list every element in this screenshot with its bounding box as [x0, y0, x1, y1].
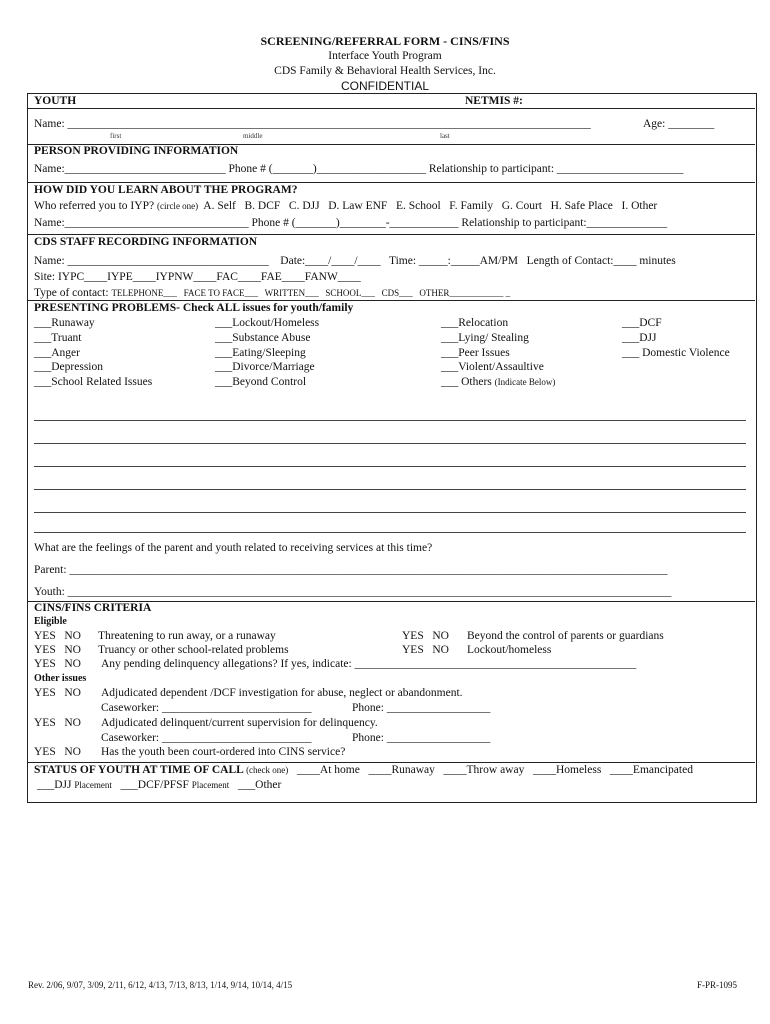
- parent-feelings-field[interactable]: Parent: ________________________________________________________________________________________________________: [34, 564, 668, 576]
- confidential-label: CONFIDENTIAL: [340, 79, 429, 93]
- yes-no-choice[interactable]: YES NO: [34, 687, 81, 699]
- divider: [27, 234, 755, 235]
- problem-item[interactable]: ___Relocation: [441, 317, 509, 329]
- problem-item-others[interactable]: [441, 376, 555, 388]
- notes-line[interactable]: [34, 489, 746, 490]
- youth-feelings-field[interactable]: Youth: _________________________________________________________________________________________________________: [34, 586, 672, 598]
- staff-heading: CDS STAFF RECORDING INFORMATION: [34, 236, 258, 248]
- referral-options: A. Self B. DCF C. DJJ D. Law ENF E. School F. Family G. Court H. Safe Place I. Other: [198, 200, 658, 212]
- caseworker-phone-field[interactable]: Phone: __________________: [352, 732, 491, 744]
- referral-question: Who referred you to IYP?: [34, 200, 157, 212]
- youth-age-field[interactable]: Age: ________: [643, 118, 715, 130]
- contact-type-label: Type of contact:: [34, 287, 112, 299]
- circle-one-note: (circle one): [156, 201, 199, 211]
- first-name-caption: first: [110, 132, 122, 140]
- problem-item[interactable]: ___Violent/Assaultive: [441, 361, 544, 373]
- notes-line[interactable]: [34, 512, 746, 513]
- problem-item[interactable]: ___Eating/Sleeping: [215, 347, 306, 359]
- divider: [27, 300, 755, 301]
- caseworker-phone-field[interactable]: Phone: __________________: [352, 702, 491, 714]
- yes-no-choice[interactable]: YES NO: [34, 746, 81, 758]
- check-one-note: (check one): [243, 765, 289, 775]
- problem-item[interactable]: ___Substance Abuse: [215, 332, 311, 344]
- problem-item[interactable]: ___Peer Issues: [441, 347, 510, 359]
- criteria-item: Beyond the control of parents or guardians: [467, 630, 664, 642]
- referral-source[interactable]: [34, 200, 657, 212]
- yes-no-choice[interactable]: YES NO: [34, 644, 81, 656]
- program-name: Interface Youth Program: [328, 50, 442, 62]
- divider: [27, 108, 755, 109]
- criteria-heading: CINS/FINS CRITERIA: [34, 602, 152, 614]
- problem-item[interactable]: ___School Related Issues: [34, 376, 153, 388]
- organization-name: CDS Family & Behavioral Health Services, Inc.: [274, 65, 496, 77]
- criteria-item: Has the youth been court-ordered into CINS service?: [101, 746, 346, 758]
- yes-no-choice[interactable]: YES NO: [34, 717, 81, 729]
- notes-line[interactable]: [34, 420, 746, 421]
- referrer-info-field[interactable]: Name:________________________________ Phone # (_______)________-____________ Relationship to participant:______________: [34, 217, 668, 229]
- problem-item[interactable]: ___Divorce/Marriage: [215, 361, 315, 373]
- problem-item[interactable]: ___Lying/ Stealing: [441, 332, 529, 344]
- problem-item[interactable]: ___Beyond Control: [215, 376, 307, 388]
- person-heading: PERSON PROVIDING INFORMATION: [34, 145, 239, 157]
- feelings-question: What are the feelings of the parent and youth related to receiving services at this time?: [34, 542, 433, 554]
- criteria-item-delinquency[interactable]: Any pending delinquency allegations? If yes, indicate: _________________________________________________: [101, 658, 637, 670]
- person-info-field[interactable]: Name:____________________________ Phone # (_______)___________________ Relationship to participant: ______________________: [34, 163, 684, 175]
- notes-line[interactable]: [34, 443, 746, 444]
- site-field[interactable]: Site: IYPC____IYPE____IYPNW____FAC____FAE____FANW____: [34, 271, 361, 283]
- youth-name-field[interactable]: Name: ___________________________________________________________________________________________: [34, 118, 591, 130]
- criteria-item: Truancy or other school-related problems: [98, 644, 289, 656]
- divider: [27, 762, 755, 763]
- criteria-item: Lockout/homeless: [467, 644, 552, 656]
- revision-history: Rev. 2/06, 9/07, 3/09, 2/11, 6/12, 4/13, 7/13, 8/13, 1/14, 9/14, 10/14, 4/15: [28, 980, 293, 990]
- status-dcf: ___DCF/PFSF: [111, 779, 192, 791]
- yes-no-choice[interactable]: YES NO: [402, 644, 449, 656]
- staff-name-date-time-field[interactable]: Name: ___________________________________ Date:____/____/____ Time: _____:_____AM/PM Length of Contact:____ minutes: [34, 255, 676, 267]
- contact-type-field[interactable]: [34, 287, 510, 299]
- criteria-item: Threatening to run away, or a runaway: [98, 630, 276, 642]
- status-row-placement[interactable]: [37, 779, 281, 791]
- criteria-item: Adjudicated delinquent/current supervision for delinquency.: [101, 717, 378, 729]
- problem-item[interactable]: ___Lockout/Homeless: [215, 317, 320, 329]
- status-heading: STATUS OF YOUTH AT TIME OF CALL: [34, 764, 244, 776]
- problem-item[interactable]: ___Anger: [34, 347, 80, 359]
- youth-heading: YOUTH: [34, 95, 77, 107]
- placement-note: Placement: [191, 780, 230, 790]
- last-name-caption: last: [440, 132, 450, 140]
- caseworker-field[interactable]: Caseworker: __________________________: [101, 732, 312, 744]
- problems-heading: PRESENTING PROBLEMS- Check ALL issues for youth/family: [34, 302, 354, 314]
- problem-item[interactable]: ___Truant: [34, 332, 82, 344]
- learn-heading: HOW DID YOU LEARN ABOUT THE PROGRAM?: [34, 184, 298, 196]
- contact-type-options: TELEPHONE___ FACE TO FACE___ WRITTEN___ SCHOOL___ CDS___ OTHER____________ _: [111, 288, 511, 298]
- problem-item[interactable]: ___Depression: [34, 361, 103, 373]
- divider: [27, 182, 755, 183]
- status-djj: ___DJJ: [37, 779, 75, 791]
- problem-item[interactable]: ___ Domestic Violence: [622, 347, 730, 359]
- criteria-item: Adjudicated dependent /DCF investigation for abuse, neglect or abandonment.: [101, 687, 463, 699]
- yes-no-choice[interactable]: YES NO: [34, 630, 81, 642]
- eligible-label: Eligible: [34, 616, 67, 627]
- problem-item[interactable]: ___Runaway: [34, 317, 95, 329]
- form-id: F-PR-1095: [697, 980, 738, 990]
- yes-no-choice[interactable]: YES NO: [34, 658, 81, 670]
- problem-others-label: ___ Others: [441, 376, 495, 388]
- status-row[interactable]: [34, 764, 693, 776]
- middle-name-caption: middle: [243, 132, 263, 140]
- status-options: ____At home ____Runaway ____Throw away ____Homeless ____Emancipated: [288, 764, 693, 776]
- caseworker-field[interactable]: Caseworker: __________________________: [101, 702, 312, 714]
- status-other: ___Other: [229, 779, 282, 791]
- problem-item[interactable]: ___DJJ: [622, 332, 657, 344]
- notes-line[interactable]: [34, 532, 746, 533]
- netmis-field[interactable]: NETMIS #:: [465, 95, 523, 107]
- notes-line[interactable]: [34, 466, 746, 467]
- form-title: SCREENING/REFERRAL FORM - CINS/FINS: [260, 34, 510, 48]
- indicate-below-note: (Indicate Below): [494, 377, 556, 387]
- other-issues-label: Other issues: [34, 673, 87, 684]
- yes-no-choice[interactable]: YES NO: [402, 630, 449, 642]
- problem-item[interactable]: ___DCF: [622, 317, 662, 329]
- placement-note: Placement: [74, 780, 112, 790]
